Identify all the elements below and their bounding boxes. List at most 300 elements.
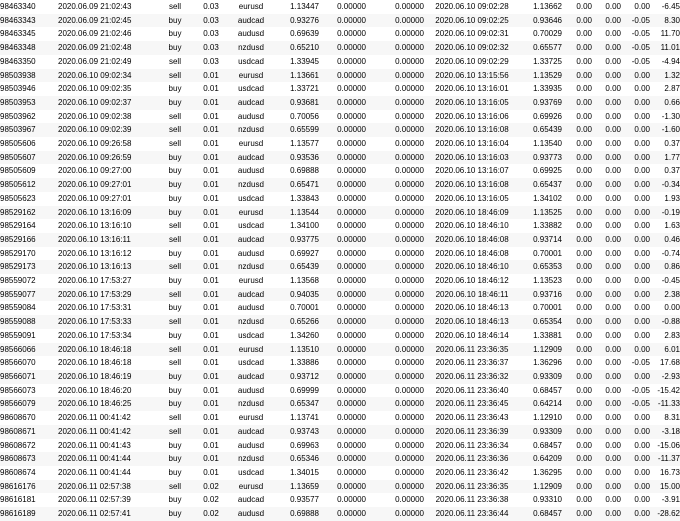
cell-open-time: 2020.06.11 02:57:41: [58, 507, 156, 521]
cell-close-price: 0.70001: [520, 301, 562, 315]
cell-swap: 0.00: [621, 206, 650, 220]
cell-close-time: 2020.06.11 23:36:32: [424, 370, 520, 384]
cell-close-time: 2020.06.11 23:36:45: [424, 397, 520, 411]
cell-open-price: 1.33945: [274, 55, 319, 69]
cell-taxes: 0.00: [592, 480, 621, 494]
cell-close-time: 2020.06.11 23:36:38: [424, 493, 520, 507]
cell-take-profit: 0.00000: [366, 425, 424, 439]
cell-commission: 0.00: [562, 480, 592, 494]
cell-profit: -0.74: [650, 247, 680, 261]
cell-stop-loss: 0.00000: [319, 411, 366, 425]
cell-swap: 0.00: [621, 301, 650, 315]
cell-swap: 0.00: [621, 0, 650, 14]
cell-close-price: 1.13662: [520, 0, 562, 14]
cell-open-time: 2020.06.10 17:53:34: [58, 329, 156, 343]
cell-swap: 0.00: [621, 343, 650, 357]
cell-swap: 0.00: [621, 192, 650, 206]
cell-close-time: 2020.06.10 13:16:04: [424, 137, 520, 151]
cell-size: 0.01: [194, 137, 228, 151]
cell-take-profit: 0.00000: [366, 466, 424, 480]
cell-close-time: 2020.06.11 23:36:35: [424, 480, 520, 494]
table-row: [0, 260, 680, 274]
cell-ticket: 98559091: [0, 329, 58, 343]
cell-take-profit: 0.00000: [366, 0, 424, 14]
table-row: [0, 370, 680, 384]
cell-open-time: 2020.06.10 13:16:09: [58, 206, 156, 220]
cell-type: buy: [156, 370, 194, 384]
cell-profit: -2.93: [650, 370, 680, 384]
cell-size: 0.02: [194, 507, 228, 521]
cell-swap: 0.00: [621, 425, 650, 439]
cell-commission: 0.00: [562, 260, 592, 274]
cell-symbol: audusd: [228, 301, 274, 315]
cell-close-price: 0.93646: [520, 14, 562, 28]
cell-size: 0.01: [194, 260, 228, 274]
cell-open-time: 2020.06.09 21:02:49: [58, 55, 156, 69]
cell-size: 0.01: [194, 288, 228, 302]
cell-close-price: 1.13525: [520, 206, 562, 220]
table-row: [0, 178, 680, 192]
cell-size: 0.03: [194, 14, 228, 28]
cell-close-price: 0.65439: [520, 123, 562, 137]
cell-ticket: 98566079: [0, 397, 58, 411]
cell-swap: -0.05: [621, 55, 650, 69]
cell-ticket: 98608671: [0, 425, 58, 439]
cell-stop-loss: 0.00000: [319, 452, 366, 466]
cell-open-price: 0.93712: [274, 370, 319, 384]
cell-stop-loss: 0.00000: [319, 315, 366, 329]
cell-open-time: 2020.06.10 18:46:18: [58, 343, 156, 357]
cell-commission: 0.00: [562, 507, 592, 521]
cell-size: 0.01: [194, 452, 228, 466]
cell-swap: 0.00: [621, 82, 650, 96]
cell-close-time: 2020.06.10 18:46:09: [424, 206, 520, 220]
cell-size: 0.01: [194, 301, 228, 315]
cell-open-price: 1.33843: [274, 192, 319, 206]
cell-open-price: 0.69639: [274, 27, 319, 41]
cell-stop-loss: 0.00000: [319, 370, 366, 384]
cell-close-time: 2020.06.10 18:46:08: [424, 233, 520, 247]
cell-stop-loss: 0.00000: [319, 397, 366, 411]
table-row: [0, 123, 680, 137]
cell-swap: 0.00: [621, 137, 650, 151]
cell-close-price: 1.36296: [520, 356, 562, 370]
cell-taxes: 0.00: [592, 315, 621, 329]
cell-open-price: 1.13741: [274, 411, 319, 425]
cell-commission: 0.00: [562, 343, 592, 357]
cell-open-time: 2020.06.10 09:02:34: [58, 69, 156, 83]
cell-take-profit: 0.00000: [366, 260, 424, 274]
cell-take-profit: 0.00000: [366, 164, 424, 178]
cell-open-time: 2020.06.11 02:57:38: [58, 480, 156, 494]
cell-taxes: 0.00: [592, 14, 621, 28]
cell-close-price: 0.68457: [520, 507, 562, 521]
cell-profit: 1.77: [650, 151, 680, 165]
cell-type: buy: [156, 151, 194, 165]
cell-symbol: eurusd: [228, 206, 274, 220]
cell-type: buy: [156, 178, 194, 192]
cell-ticket: 98529166: [0, 233, 58, 247]
cell-commission: 0.00: [562, 151, 592, 165]
cell-ticket: 98529164: [0, 219, 58, 233]
cell-size: 0.01: [194, 247, 228, 261]
table-row: [0, 425, 680, 439]
cell-type: buy: [156, 274, 194, 288]
cell-ticket: 98505607: [0, 151, 58, 165]
cell-open-time: 2020.06.10 18:46:18: [58, 356, 156, 370]
cell-open-price: 0.70001: [274, 301, 319, 315]
cell-type: buy: [156, 247, 194, 261]
cell-stop-loss: 0.00000: [319, 247, 366, 261]
cell-open-time: 2020.06.10 09:27:01: [58, 192, 156, 206]
cell-close-time: 2020.06.10 13:16:05: [424, 96, 520, 110]
cell-symbol: nzdusd: [228, 315, 274, 329]
cell-stop-loss: 0.00000: [319, 82, 366, 96]
cell-swap: 0.00: [621, 110, 650, 124]
cell-open-price: 0.93577: [274, 493, 319, 507]
cell-stop-loss: 0.00000: [319, 301, 366, 315]
cell-open-price: 0.93536: [274, 151, 319, 165]
cell-type: sell: [156, 0, 194, 14]
cell-symbol: audusd: [228, 164, 274, 178]
cell-close-price: 0.93309: [520, 370, 562, 384]
cell-open-price: 1.33886: [274, 356, 319, 370]
cell-stop-loss: 0.00000: [319, 480, 366, 494]
cell-take-profit: 0.00000: [366, 452, 424, 466]
cell-open-price: 0.65210: [274, 41, 319, 55]
cell-open-price: 0.93276: [274, 14, 319, 28]
cell-commission: 0.00: [562, 55, 592, 69]
cell-take-profit: 0.00000: [366, 247, 424, 261]
cell-symbol: audcad: [228, 288, 274, 302]
cell-profit: -11.33: [650, 397, 680, 411]
cell-open-time: 2020.06.11 02:57:39: [58, 493, 156, 507]
cell-taxes: 0.00: [592, 41, 621, 55]
cell-close-price: 0.65354: [520, 315, 562, 329]
cell-type: buy: [156, 82, 194, 96]
cell-open-price: 1.13447: [274, 0, 319, 14]
cell-symbol: eurusd: [228, 411, 274, 425]
cell-take-profit: 0.00000: [366, 123, 424, 137]
table-row: [0, 41, 680, 55]
cell-size: 0.03: [194, 0, 228, 14]
cell-symbol: eurusd: [228, 69, 274, 83]
cell-size: 0.01: [194, 274, 228, 288]
cell-take-profit: 0.00000: [366, 206, 424, 220]
cell-open-time: 2020.06.11 00:41:43: [58, 439, 156, 453]
cell-open-time: 2020.06.10 13:16:10: [58, 219, 156, 233]
cell-swap: 0.00: [621, 480, 650, 494]
cell-taxes: 0.00: [592, 466, 621, 480]
cell-taxes: 0.00: [592, 439, 621, 453]
cell-open-time: 2020.06.10 13:16:12: [58, 247, 156, 261]
cell-open-price: 0.65347: [274, 397, 319, 411]
cell-close-time: 2020.06.10 18:46:11: [424, 288, 520, 302]
cell-open-price: 0.93743: [274, 425, 319, 439]
cell-ticket: 98608672: [0, 439, 58, 453]
cell-take-profit: 0.00000: [366, 507, 424, 521]
cell-commission: 0.00: [562, 82, 592, 96]
cell-close-time: 2020.06.10 13:16:03: [424, 151, 520, 165]
cell-close-price: 0.93773: [520, 151, 562, 165]
cell-open-price: 1.13510: [274, 343, 319, 357]
table-row: [0, 466, 680, 480]
cell-commission: 0.00: [562, 329, 592, 343]
cell-ticket: 98503967: [0, 123, 58, 137]
cell-profit: -15.42: [650, 384, 680, 398]
cell-type: buy: [156, 452, 194, 466]
cell-open-price: 1.34015: [274, 466, 319, 480]
cell-stop-loss: 0.00000: [319, 151, 366, 165]
cell-take-profit: 0.00000: [366, 384, 424, 398]
cell-profit: -15.06: [650, 439, 680, 453]
cell-close-time: 2020.06.11 23:36:36: [424, 452, 520, 466]
cell-ticket: 98559084: [0, 301, 58, 315]
cell-close-price: 1.34102: [520, 192, 562, 206]
cell-taxes: 0.00: [592, 82, 621, 96]
cell-close-price: 0.68457: [520, 439, 562, 453]
cell-close-price: 0.69925: [520, 164, 562, 178]
cell-take-profit: 0.00000: [366, 192, 424, 206]
cell-stop-loss: 0.00000: [319, 206, 366, 220]
cell-swap: 0.00: [621, 151, 650, 165]
cell-take-profit: 0.00000: [366, 110, 424, 124]
cell-taxes: 0.00: [592, 411, 621, 425]
cell-close-price: 0.93769: [520, 96, 562, 110]
cell-close-price: 0.64209: [520, 452, 562, 466]
table-row: [0, 14, 680, 28]
cell-close-price: 0.65353: [520, 260, 562, 274]
cell-type: buy: [156, 493, 194, 507]
cell-symbol: usdcad: [228, 466, 274, 480]
cell-close-price: 0.65577: [520, 41, 562, 55]
cell-open-time: 2020.06.11 00:41:42: [58, 411, 156, 425]
cell-stop-loss: 0.00000: [319, 356, 366, 370]
cell-taxes: 0.00: [592, 96, 621, 110]
cell-take-profit: 0.00000: [366, 178, 424, 192]
cell-type: buy: [156, 41, 194, 55]
cell-type: sell: [156, 233, 194, 247]
cell-stop-loss: 0.00000: [319, 329, 366, 343]
cell-take-profit: 0.00000: [366, 27, 424, 41]
cell-swap: -0.05: [621, 27, 650, 41]
cell-ticket: 98463350: [0, 55, 58, 69]
cell-open-time: 2020.06.10 17:53:31: [58, 301, 156, 315]
cell-stop-loss: 0.00000: [319, 493, 366, 507]
cell-take-profit: 0.00000: [366, 219, 424, 233]
cell-close-time: 2020.06.11 23:36:40: [424, 384, 520, 398]
cell-stop-loss: 0.00000: [319, 274, 366, 288]
cell-symbol: nzdusd: [228, 123, 274, 137]
cell-take-profit: 0.00000: [366, 82, 424, 96]
cell-swap: 0.00: [621, 178, 650, 192]
cell-take-profit: 0.00000: [366, 301, 424, 315]
cell-open-price: 1.13661: [274, 69, 319, 83]
cell-stop-loss: 0.00000: [319, 178, 366, 192]
cell-open-time: 2020.06.10 09:02:37: [58, 96, 156, 110]
cell-close-price: 0.69926: [520, 110, 562, 124]
cell-commission: 0.00: [562, 233, 592, 247]
cell-close-price: 1.13523: [520, 274, 562, 288]
cell-swap: 0.00: [621, 274, 650, 288]
cell-close-price: 1.12909: [520, 343, 562, 357]
cell-size: 0.03: [194, 27, 228, 41]
cell-close-price: 1.13540: [520, 137, 562, 151]
cell-size: 0.02: [194, 480, 228, 494]
cell-commission: 0.00: [562, 41, 592, 55]
cell-ticket: 98559072: [0, 274, 58, 288]
cell-commission: 0.00: [562, 178, 592, 192]
cell-close-time: 2020.06.11 23:36:42: [424, 466, 520, 480]
cell-commission: 0.00: [562, 425, 592, 439]
cell-take-profit: 0.00000: [366, 233, 424, 247]
cell-taxes: 0.00: [592, 55, 621, 69]
cell-taxes: 0.00: [592, 493, 621, 507]
cell-size: 0.01: [194, 82, 228, 96]
cell-type: sell: [156, 55, 194, 69]
cell-commission: 0.00: [562, 384, 592, 398]
cell-size: 0.01: [194, 69, 228, 83]
cell-swap: 0.00: [621, 439, 650, 453]
cell-commission: 0.00: [562, 439, 592, 453]
cell-close-time: 2020.06.10 13:16:06: [424, 110, 520, 124]
cell-swap: 0.00: [621, 370, 650, 384]
cell-open-time: 2020.06.09 21:02:43: [58, 0, 156, 14]
cell-stop-loss: 0.00000: [319, 260, 366, 274]
cell-ticket: 98463340: [0, 0, 58, 14]
cell-close-price: 1.33881: [520, 329, 562, 343]
cell-symbol: audusd: [228, 384, 274, 398]
cell-open-price: 1.13544: [274, 206, 319, 220]
cell-taxes: 0.00: [592, 384, 621, 398]
cell-open-time: 2020.06.10 09:02:38: [58, 110, 156, 124]
cell-taxes: 0.00: [592, 260, 621, 274]
cell-swap: -0.05: [621, 397, 650, 411]
cell-take-profit: 0.00000: [366, 288, 424, 302]
cell-ticket: 98529162: [0, 206, 58, 220]
cell-swap: 0.00: [621, 96, 650, 110]
cell-stop-loss: 0.00000: [319, 96, 366, 110]
cell-profit: -3.18: [650, 425, 680, 439]
cell-open-price: 1.34100: [274, 219, 319, 233]
cell-take-profit: 0.00000: [366, 55, 424, 69]
cell-stop-loss: 0.00000: [319, 41, 366, 55]
cell-take-profit: 0.00000: [366, 329, 424, 343]
cell-taxes: 0.00: [592, 151, 621, 165]
cell-open-time: 2020.06.10 09:02:35: [58, 82, 156, 96]
cell-take-profit: 0.00000: [366, 493, 424, 507]
table-row: [0, 206, 680, 220]
cell-open-time: 2020.06.09 21:02:46: [58, 27, 156, 41]
cell-commission: 0.00: [562, 27, 592, 41]
cell-profit: 11.01: [650, 41, 680, 55]
cell-open-time: 2020.06.11 00:41:44: [58, 452, 156, 466]
cell-open-price: 0.93775: [274, 233, 319, 247]
cell-commission: 0.00: [562, 356, 592, 370]
cell-taxes: 0.00: [592, 370, 621, 384]
table-row: [0, 137, 680, 151]
cell-close-time: 2020.06.10 13:16:07: [424, 164, 520, 178]
cell-close-time: 2020.06.10 09:02:32: [424, 41, 520, 55]
cell-close-time: 2020.06.10 13:15:56: [424, 69, 520, 83]
cell-close-time: 2020.06.11 23:36:37: [424, 356, 520, 370]
cell-profit: -0.88: [650, 315, 680, 329]
cell-profit: 1.32: [650, 69, 680, 83]
table-row: [0, 493, 680, 507]
cell-profit: -6.45: [650, 0, 680, 14]
cell-ticket: 98529170: [0, 247, 58, 261]
cell-close-time: 2020.06.10 18:46:10: [424, 219, 520, 233]
cell-close-time: 2020.06.11 23:36:44: [424, 507, 520, 521]
cell-size: 0.01: [194, 206, 228, 220]
cell-profit: 16.73: [650, 466, 680, 480]
cell-close-price: 1.33725: [520, 55, 562, 69]
cell-type: sell: [156, 480, 194, 494]
cell-swap: 0.00: [621, 260, 650, 274]
cell-commission: 0.00: [562, 137, 592, 151]
cell-take-profit: 0.00000: [366, 41, 424, 55]
cell-stop-loss: 0.00000: [319, 219, 366, 233]
cell-symbol: audcad: [228, 370, 274, 384]
cell-commission: 0.00: [562, 164, 592, 178]
cell-close-time: 2020.06.10 18:46:08: [424, 247, 520, 261]
cell-size: 0.01: [194, 233, 228, 247]
table-row: [0, 343, 680, 357]
cell-close-price: 0.65437: [520, 178, 562, 192]
cell-stop-loss: 0.00000: [319, 164, 366, 178]
cell-commission: 0.00: [562, 123, 592, 137]
cell-close-price: 0.64214: [520, 397, 562, 411]
cell-open-time: 2020.06.10 09:27:01: [58, 178, 156, 192]
cell-profit: 0.46: [650, 233, 680, 247]
cell-stop-loss: 0.00000: [319, 27, 366, 41]
cell-symbol: audusd: [228, 507, 274, 521]
cell-type: buy: [156, 301, 194, 315]
cell-symbol: usdcad: [228, 356, 274, 370]
cell-stop-loss: 0.00000: [319, 233, 366, 247]
cell-profit: 8.31: [650, 411, 680, 425]
cell-commission: 0.00: [562, 192, 592, 206]
cell-type: buy: [156, 507, 194, 521]
cell-close-price: 1.33935: [520, 82, 562, 96]
cell-symbol: audcad: [228, 14, 274, 28]
table-row: [0, 192, 680, 206]
table-row: [0, 151, 680, 165]
cell-commission: 0.00: [562, 315, 592, 329]
cell-symbol: usdcad: [228, 219, 274, 233]
cell-close-time: 2020.06.10 18:46:13: [424, 301, 520, 315]
cell-stop-loss: 0.00000: [319, 288, 366, 302]
cell-profit: 17.68: [650, 356, 680, 370]
cell-taxes: 0.00: [592, 164, 621, 178]
cell-size: 0.01: [194, 356, 228, 370]
cell-profit: 2.38: [650, 288, 680, 302]
table-row: [0, 397, 680, 411]
cell-type: sell: [156, 356, 194, 370]
cell-type: sell: [156, 123, 194, 137]
cell-open-price: 0.69963: [274, 439, 319, 453]
cell-open-time: 2020.06.10 09:27:00: [58, 164, 156, 178]
cell-symbol: audusd: [228, 247, 274, 261]
cell-type: sell: [156, 137, 194, 151]
cell-close-price: 0.93310: [520, 493, 562, 507]
cell-stop-loss: 0.00000: [319, 14, 366, 28]
cell-size: 0.03: [194, 55, 228, 69]
cell-open-time: 2020.06.10 18:46:19: [58, 370, 156, 384]
cell-commission: 0.00: [562, 110, 592, 124]
cell-commission: 0.00: [562, 274, 592, 288]
cell-swap: 0.00: [621, 233, 650, 247]
